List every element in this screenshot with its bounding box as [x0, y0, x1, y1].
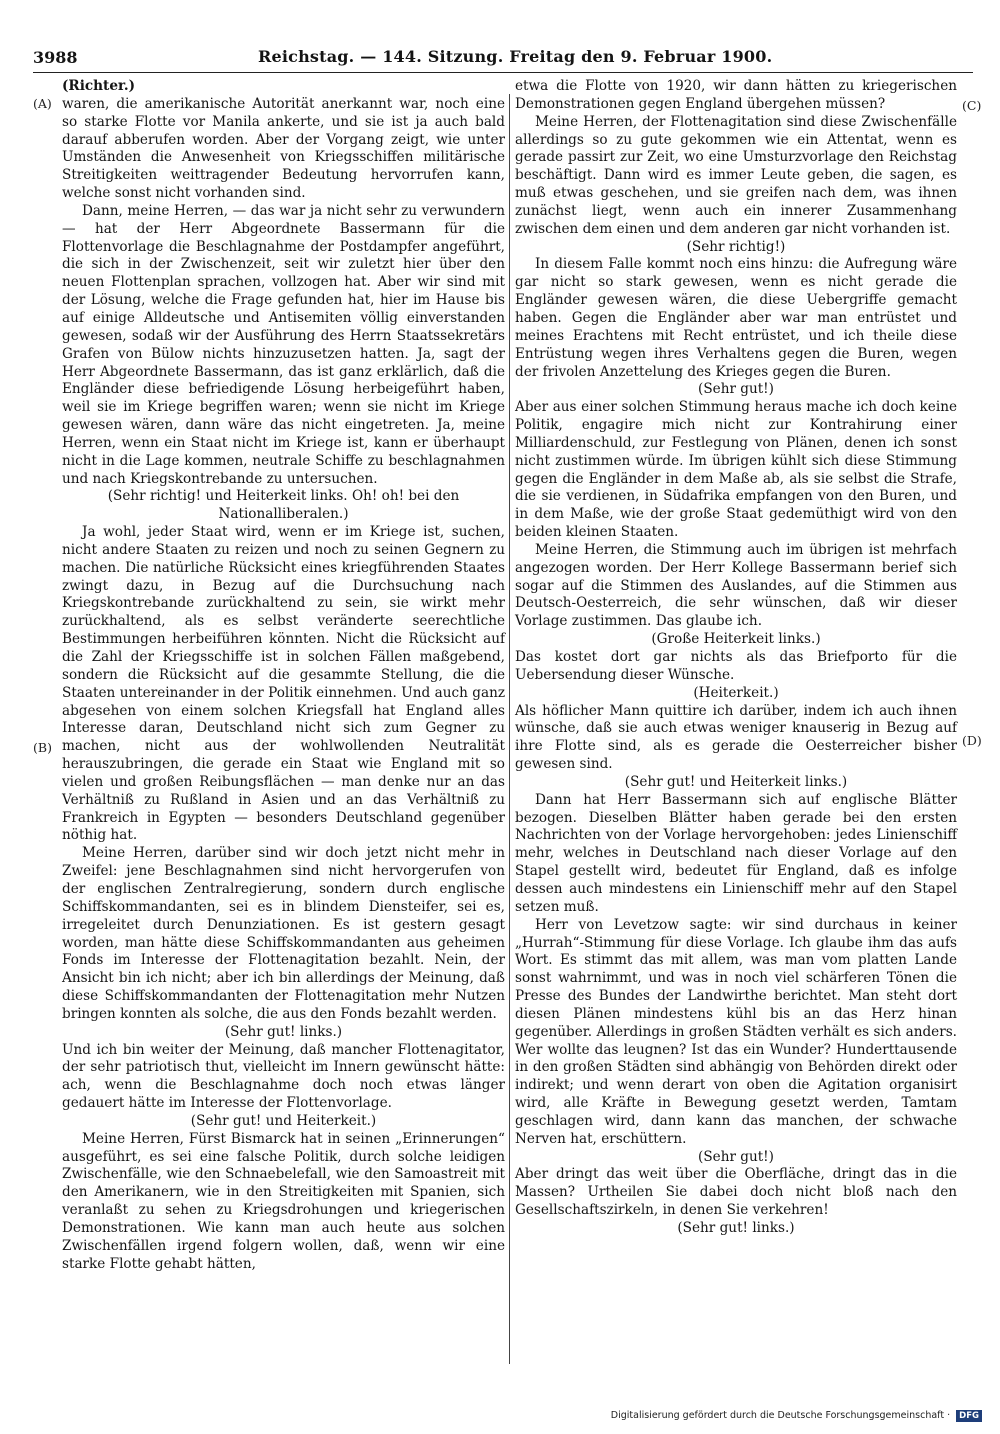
paragraph: Aber dringt das weit über die Oberfläche, dringt das in die Massen? Urtheilen Sie dabei doch nicht bloß nach den Gesellschaftszirkeln, in denen Sie verkehren!	[515, 1166, 957, 1219]
header-rule	[33, 72, 973, 73]
interjection: (Sehr gut!)	[698, 1148, 774, 1165]
interjection: (Sehr gut! und Heiterkeit.)	[190, 1112, 377, 1129]
paragraph: Meine Herren, darüber sind wir doch jetzt nicht mehr in Zweifel: jene Beschlagnahmen sind nicht hervorgerufen von der englischen Zentralregierung, sondern durch englische Schiffskommandanten, sei es in blindem Diensteifer, sei es, irregeleitet durch Denunziationen. Es ist gestern gesagt worden, man hätte diese Schiffskommandanten aus geheimen Fonds im Interesse der Flottenagitation bezahlt. Nein, der Ansicht bin ich nicht; aber ich bin allerdings der Meinung, daß diese Schiffskommandanten der Flottenagitation mehr Nutzen bringen konnten als solche, die aus den Fonds bezahlt werden.	[62, 845, 505, 1022]
interjection: (Sehr gut! und Heiterkeit links.)	[624, 773, 848, 790]
margin-marker-c: (C)	[962, 98, 982, 113]
paragraph: Und ich bin weiter der Meinung, daß mancher Flottenagitator, der sehr patriotisch thut, vielleicht im Innern gewünscht hätte: ach, wenn die Beschlagnahme doch noch etwas länger gedauert hätte im Interesse der Flottenvorlage.	[62, 1041, 505, 1112]
paragraph: Aber aus einer solchen Stimmung heraus mache ich doch keine Politik, engagire mich nicht zur Kontrahirung einer Milliardenschuld, zur Festlegung von Plänen, denen ich sonst nicht zustimmen würde. Im übrigen kühlt sich diese Stimmung gegen die Engländer in dem Maße ab, als sie selbst die Strafe, die sie verdienen, in Südafrika empfangen von den Buren, und in dem Maße, wie der große Staat gedemüthigt wird von den beiden kleinen Staaten.	[515, 399, 957, 541]
margin-marker-b: (B)	[33, 740, 52, 755]
interjection: (Sehr gut! links.)	[224, 1023, 343, 1040]
interjection: (Sehr gut!)	[698, 381, 774, 398]
paragraph: Meine Herren, Fürst Bismarck hat in seinen „Erinnerungen“ ausgeführt, es sei eine falsche Politik, durch solche leidigen Zwischenfälle, wie den Schnaebelefall, wie den Samoastreit mit den Amerikanern, wie in den Streitigkeiten mit Spanien, sich veranlaßt zu sehen zu Kriegsdrohungen und kriegerischen Demonstrationen. Wie kann man auch heute aus solchen Zwischenfällen irgend folgern wollen, daß, wenn wir eine starke Flotte gehabt hätten,	[62, 1130, 505, 1272]
margin-marker-d: (D)	[962, 733, 982, 748]
paragraph: In diesem Falle kommt noch eins hinzu: die Aufregung wäre gar nicht so stark gewesen, wenn es nicht gerade die Engländer gewesen wären, die diese Uebergriffe gemacht haben. Gegen die Engländer aber war man entrüstet und meines Erachtens mit Recht entrüstet, und ich theile diese Entrüstung wegen ihres Verhaltens gegen die Buren, wegen der frivolen Anzettelung des Krieges gegen die Buren.	[515, 256, 957, 380]
interjection: (Große Heiterkeit links.)	[651, 631, 821, 648]
left-column	[62, 78, 505, 1274]
paragraph: Herr von Levetzow sagte: wir sind durchaus in keiner „Hurrah“-Stimmung für diese Vorlage. Ich glaube ihm das aufs Wort. Es stimmt das mit allem, was man vom platten Lande sonst wahrnimmt, und was in noch viel schärferen Tönen die Presse des Bundes der Landwirthe berichtet. Man steht dort diesen Plänen mindestens kühl bis an das Herz hinan gegenüber. Allerdings in großen Städten verhält es sich anders. Wer wollte das leugnen? Ist das ein Wunder? Hunderttausende in den großen Städten sind abhängig von Behörden direkt oder indirekt; und wenn derart von oben die Agitation organisirt wird, alle Kräfte in Bewegung gesetzt werden, Tamtam geschlagen wird, dann kann das manchen, der schwache Nerven hat, erschüttern.	[515, 916, 957, 1147]
page-number: 3988	[33, 48, 78, 67]
footer-text: Digitalisierung gefördert durch die Deutsche Forschungsgemeinschaft ·	[610, 1410, 951, 1421]
interjection: (Sehr gut! links.)	[677, 1220, 795, 1236]
paragraph: Dann, meine Herren, — das war ja nicht sehr zu verwundern — hat der Herr Abgeordnete Bassermann für die Flottenvorlage die Beschlagnahme der Postdampfer angeführt, die sich in der Zwischenzeit, seit wir zuletzt hier über den neuen Flottenplan sprachen, vollzogen hat. Aber wir sind mit der Lösung, welche die Frage gefunden hat, hier im Hause bis auf einige Alldeutsche und Antisemiten völlig einverstanden gewesen, sodaß wir der Ausführung des Herrn Staatssekretärs Grafen von Bülow nichts hinzuzusetzen hatten. Ja, sagt der Herr Abgeordnete Bassermann, das ist ganz erklärlich, daß die Engländer diese befriedigende Lösung herbeigeführt haben, weil sie im Kriege begriffen waren; wenn sie nicht im Kriege gewesen wären, dann wäre das nicht eingetreten. Ja, meine Herren, wenn ein Staat nicht im Kriege ist, kann er überhaupt nicht in die Lage kommen, neutrale Schiffe zu beschlagnahmen und nach Kriegskontrebande zu untersuchen.	[62, 202, 505, 487]
paragraph: etwa die Flotte von 1920, wir dann hätten zu kriegerischen Demonstrationen gegen England übergehen müssen?	[515, 78, 957, 112]
column-divider	[509, 94, 510, 1364]
paragraph: Meine Herren, die Stimmung auch im übrigen ist mehrfach angezogen worden. Der Herr Kollege Bassermann berief sich sogar auf die Stimmen des Auslandes, auf die Stimmen aus Deutsch-Oesterreich, die sehr wünschen, daß wir dieser Vorlage zustimmen. Das glaube ich.	[515, 541, 957, 630]
dfg-logo: DFG	[956, 1410, 982, 1422]
paragraph: Das kostet dort gar nichts als das Briefporto für die Uebersendung dieser Wünsche.	[515, 649, 957, 683]
interjection: (Sehr richtig! und Heiterkeit links. Oh! oh! bei den Nationalliberalen.)	[107, 488, 460, 523]
right-column	[515, 78, 957, 1238]
paragraph: Dann hat Herr Bassermann sich auf englische Blätter bezogen. Dieselben Blätter haben gerade bei den ersten Nachrichten von der Vorlage hervorgehoben: jedes Linienschiff mehr, welches in Deutschland nach dieser Vorlage auf den Stapel gestellt wird, bedeutet für England, daß es infolge dessen auch mindestens ein Linienschiff mehr auf den Stapel setzen muß.	[515, 791, 957, 915]
interjection: (Heiterkeit.)	[693, 684, 779, 701]
speaker-name: (Richter.)	[62, 78, 136, 94]
running-head: Reichstag. — 144. Sitzung. Freitag den 9. Februar 1900.	[258, 47, 773, 66]
paragraph: Meine Herren, der Flottenagitation sind diese Zwischenfälle allerdings so zu gute gekommen wie ein Attentat, wenn es gerade passirt zur Zeit, wo eine Umsturzvorlage den Reichstag beschäftigt. Dann wird es immer Leute geben, die sagen, es muß etwas geschehen, und sie greifen nach dem, was ihnen zunächst liegt, wenn auch ein innerer Zusammenhang zwischen dem einen und dem anderen gar nicht vorhanden ist.	[515, 113, 957, 237]
footer	[611, 1410, 982, 1422]
paragraph: Als höflicher Mann quittire ich darüber, indem ich auch ihnen wünsche, daß sie auch etwas weniger knauserig in Bezug auf ihre Flotte sind, als es gerade die Oesterreicher bisher gewesen sind.	[515, 702, 957, 773]
interjection: (Sehr richtig!)	[686, 238, 786, 255]
paragraph: Ja wohl, jeder Staat wird, wenn er im Kriege ist, suchen, nicht andere Staaten zu reizen und noch zu seinen Gegnern zu machen. Die natürliche Rücksicht eines kriegführenden Staates zwingt dazu, in Bezug auf die Durchsuchung nach Kriegskontrebande zurückhaltend zu sein, sie wirkt mehr zurückhaltend, als es selbst veränderte seerechtliche Bestimmungen herbeiführen könnten. Nicht die Rücksicht auf die Zahl der Kriegsschiffe ist in solchen Fällen maßgebend, sondern die Rücksicht auf die gesammte Stellung, die die Staaten untereinander in der Politik einnehmen. Und auch ganz abgesehen von einem solchen Kriegsfall hat England alles Interesse daran, Deutschland nicht sich zum Gegner zu machen, nicht aus der wohlwollenden Neutralität herauszubringen, die gerade ein Staat wie England mit so vielen und großen Reibungsflächen — man denke nur an das Verhältniß zu Rußland in Asien und an das Verhältniß zu Frankreich in Egypten — besonders Deutschland gegenüber nöthig hat.	[62, 524, 505, 844]
margin-marker-a: (A)	[33, 96, 52, 111]
paragraph: waren, die amerikanische Autorität anerkannt war, noch eine so starke Flotte vor Manila ankerte, und sie ist ja auch bald darauf abberufen worden. Aber der Vorgang zeigt, wie unter Umständen die Anwesenheit von Kriegsschiffen militärische Streitigkeiten weittragender Bedeutung hervorrufen kann, welche sonst nicht vorhanden sind.	[62, 95, 505, 202]
